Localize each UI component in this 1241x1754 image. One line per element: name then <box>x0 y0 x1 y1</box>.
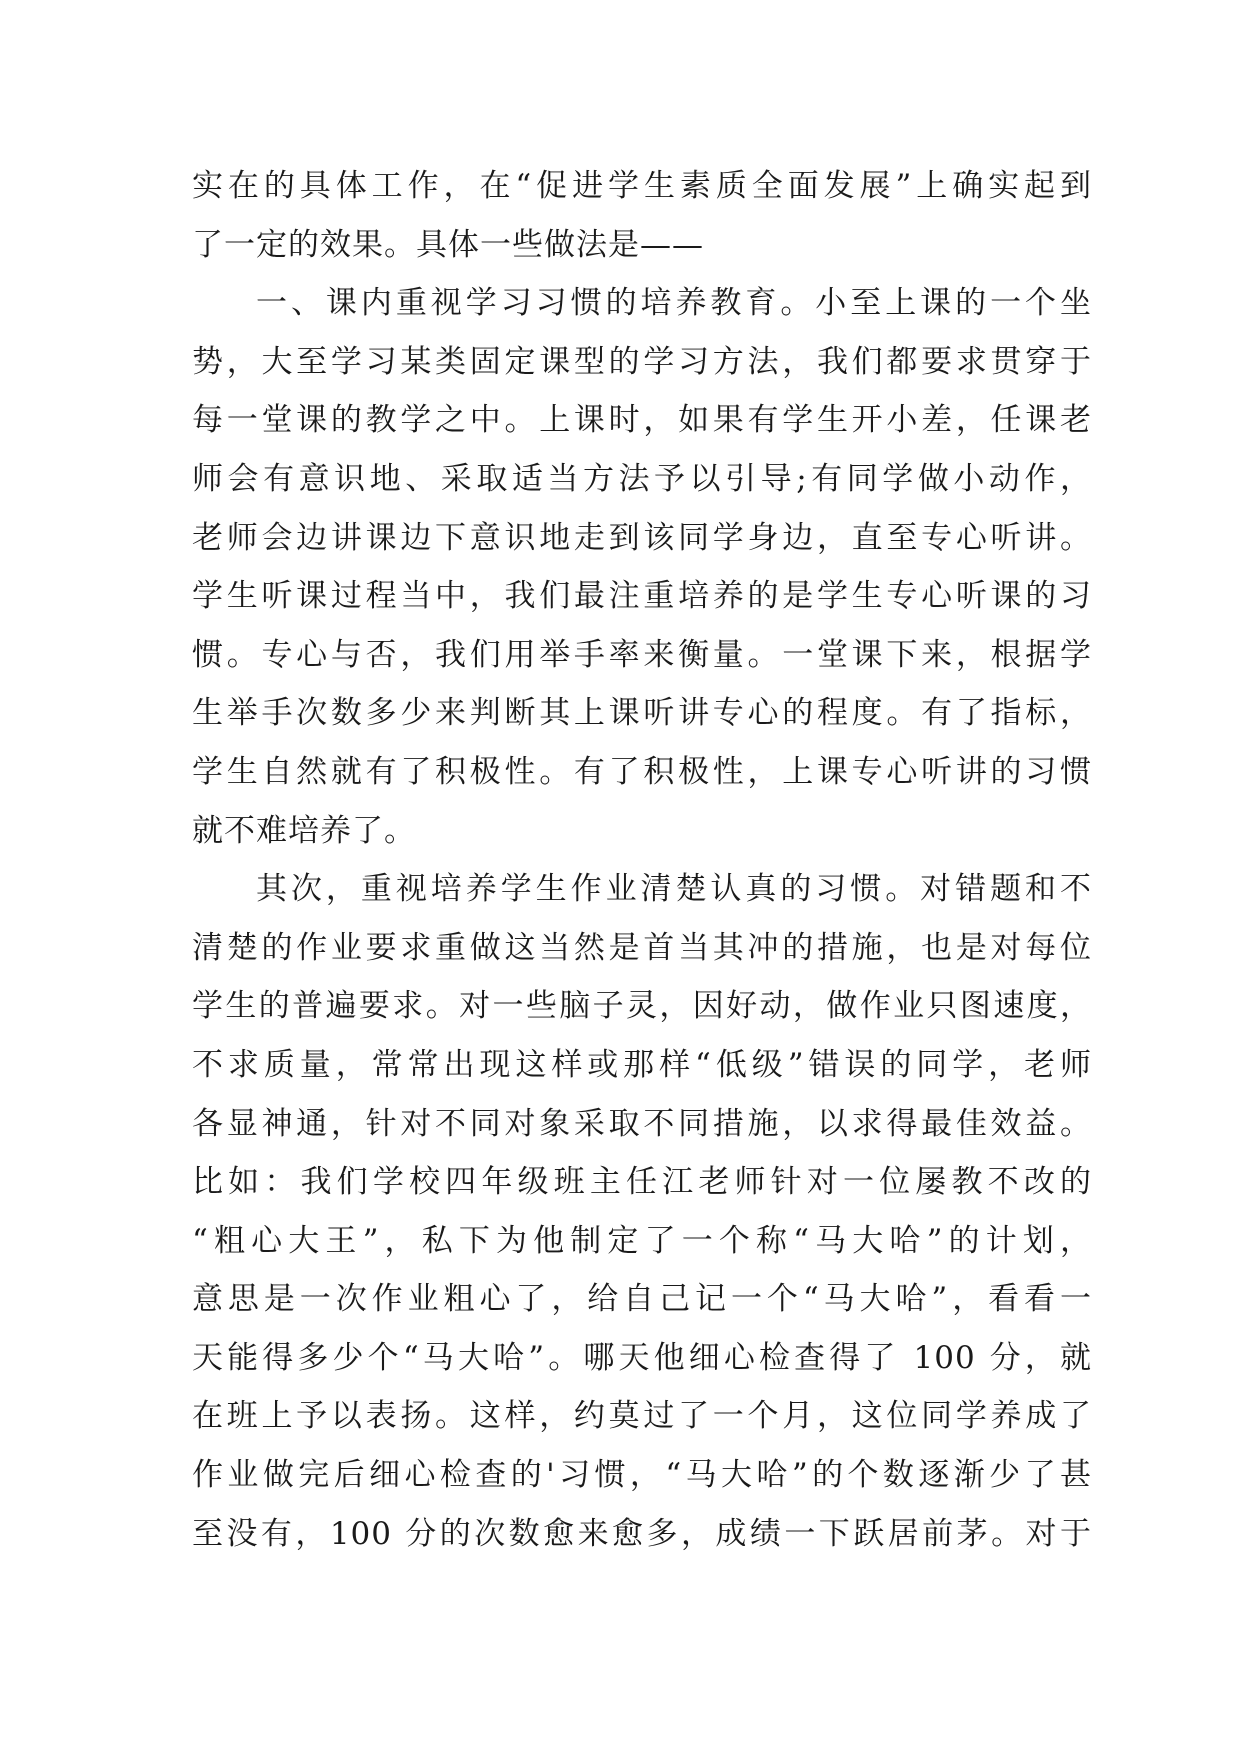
text-line: 至没有，100 分的次数愈来愈多，成绩一下跃居前茅。对于 <box>192 1515 1092 1552</box>
text-line: 比如：我们学校四年级班主任江老师针对一位屡教不改的 <box>192 1164 1092 1201</box>
text-line: 惯。专心与否，我们用举手率来衡量。一堂课下来，根据学 <box>192 636 1092 673</box>
text-line: 每一堂课的教学之中。上课时，如果有学生开小差，任课老 <box>192 402 1092 439</box>
text-line: “粗心大王”，私下为他制定了一个称“马大哈”的计划， <box>192 1222 1092 1259</box>
text-line: 师会有意识地、采取适当方法予以引导;有同学做小动作， <box>192 460 1092 497</box>
text-line: 学生听课过程当中，我们最注重培养的是学生专心听课的习 <box>192 578 1092 615</box>
text-line: 意思是一次作业粗心了，给自己记一个“马大哈”，看看一 <box>192 1281 1092 1318</box>
text-line: 在班上予以表扬。这样，约莫过了一个月，这位同学养成了 <box>192 1398 1092 1435</box>
text-line: 学生的普遍要求。对一些脑子灵，因好动，做作业只图速度， <box>192 988 1092 1025</box>
text-line: 老师会边讲课边下意识地走到该同学身边，直至专心听讲。 <box>192 519 1092 556</box>
text-line: 作业做完后细心检查的'习惯，“马大哈”的个数逐渐少了甚 <box>192 1457 1092 1494</box>
text-line: 清楚的作业要求重做这当然是首当其冲的措施，也是对每位 <box>192 929 1092 966</box>
text-line: 天能得多少个“马大哈”。哪天他细心检查得了 100 分，就 <box>192 1339 1092 1376</box>
text-line: 了一定的效果。具体一些做法是—— <box>192 226 704 263</box>
text-line: 各显神通，针对不同对象采取不同措施，以求得最佳效益。 <box>192 1105 1092 1142</box>
text-line: 实在的具体工作，在“促进学生素质全面发展”上确实起到 <box>192 168 1092 204</box>
text-line: 不求质量，常常出现这样或那样“低级”错误的同学，老师 <box>192 1046 1092 1083</box>
text-line: 势，大至学习某类固定课型的学习方法，我们都要求贯穿于 <box>192 343 1092 380</box>
text-line: 就不难培养了。 <box>192 812 416 849</box>
document-body <box>192 157 1092 1563</box>
text-line: 一、课内重视学习习惯的培养教育。小至上课的一个坐 <box>256 285 1092 322</box>
text-line: 学生自然就有了积极性。有了积极性，上课专心听讲的习惯 <box>192 753 1092 790</box>
text-line: 其次，重视培养学生作业清楚认真的习惯。对错题和不 <box>256 871 1092 908</box>
text-line: 生举手次数多少来判断其上课听讲专心的程度。有了指标， <box>192 695 1092 732</box>
